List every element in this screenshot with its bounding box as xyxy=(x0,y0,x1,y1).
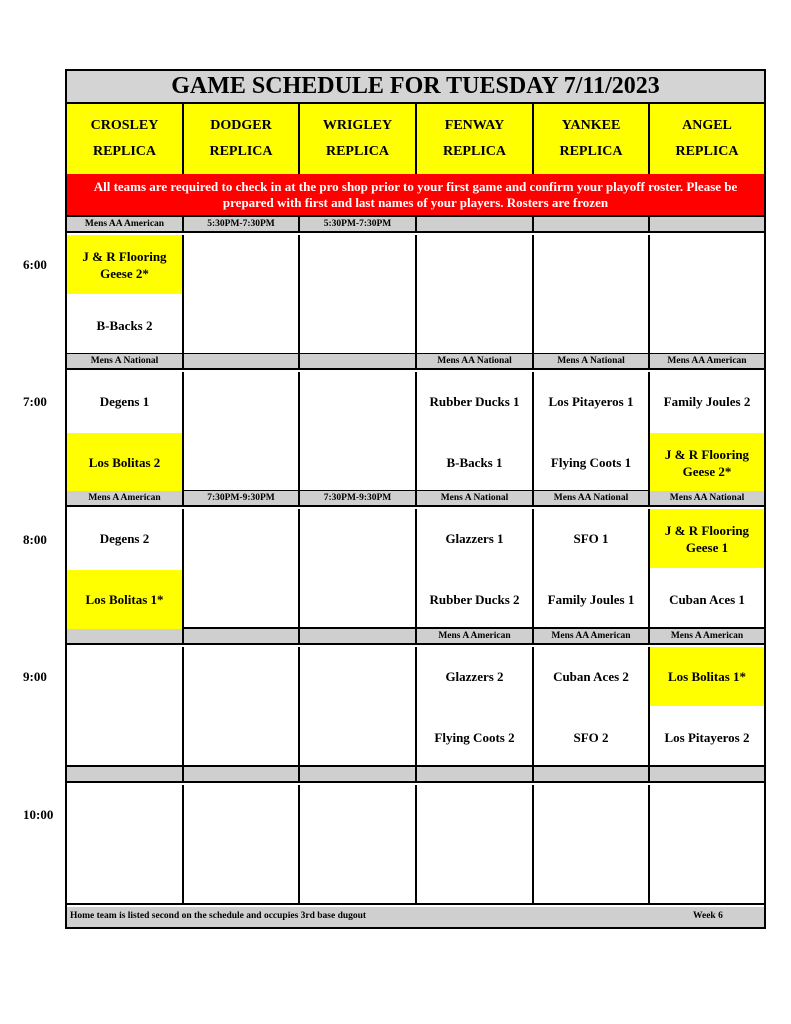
field-header-angel xyxy=(650,104,764,174)
division-label: Mens AA American xyxy=(650,354,764,370)
division-label xyxy=(67,767,184,783)
game-cell xyxy=(534,509,650,629)
home-team: Los Bolitas 2 xyxy=(67,433,182,492)
game-cell xyxy=(184,235,300,355)
game-cell xyxy=(534,235,650,355)
division-label: Mens AA American xyxy=(67,217,184,233)
game-cell xyxy=(67,235,184,355)
game-cell xyxy=(650,647,764,767)
field-subtitle: REPLICA xyxy=(442,144,506,159)
game-cell xyxy=(534,372,650,492)
away-team: Degens 2 xyxy=(99,531,150,546)
game-cell xyxy=(534,647,650,767)
schedule-title: GAME SCHEDULE FOR TUESDAY 7/11/2023 xyxy=(67,71,764,104)
home-team: B-Backs 2 xyxy=(96,318,153,333)
division-label: Mens A National xyxy=(534,354,650,370)
division-label: Mens A National xyxy=(417,491,534,507)
game-cell xyxy=(67,647,184,767)
away-team: Family Joules 2 xyxy=(663,394,751,409)
away-team: Glazzers 1 xyxy=(445,531,504,546)
game-cell xyxy=(184,647,300,767)
division-label xyxy=(184,629,300,645)
division-label xyxy=(184,767,300,783)
game-cell xyxy=(67,372,184,492)
home-team: SFO 2 xyxy=(573,730,609,745)
away-team: Cuban Aces 2 xyxy=(553,669,629,684)
game-cell xyxy=(417,372,534,492)
away-team: SFO 1 xyxy=(573,531,609,546)
home-team: Flying Coots 2 xyxy=(434,730,515,745)
away-team: Rubber Ducks 1 xyxy=(429,394,520,409)
division-label xyxy=(650,217,764,233)
home-team: J & R Flooring Geese 2* xyxy=(650,433,764,492)
game-cell xyxy=(184,785,300,905)
game-cell xyxy=(300,235,417,355)
home-team: Rubber Ducks 2 xyxy=(429,592,520,607)
time-label: 10:00 xyxy=(23,807,54,822)
home-team: Flying Coots 1 xyxy=(550,455,632,470)
division-label: 7:30PM-9:30PM xyxy=(184,491,300,507)
division-label: Mens A American xyxy=(417,629,534,645)
game-cell xyxy=(300,372,417,492)
field-header-wrigley xyxy=(300,104,417,174)
game-cell xyxy=(300,785,417,905)
division-label xyxy=(300,767,417,783)
field-subtitle: REPLICA xyxy=(325,144,389,159)
schedule-footer xyxy=(67,907,764,927)
field-header-fenway xyxy=(417,104,534,174)
field-subtitle: REPLICA xyxy=(209,144,273,159)
field-subtitle: REPLICA xyxy=(92,144,156,159)
game-cell xyxy=(67,509,184,629)
division-label xyxy=(534,767,650,783)
division-label xyxy=(67,629,184,645)
week-label: Week 6 xyxy=(693,911,723,921)
game-cell xyxy=(650,235,764,355)
time-label: 7:00 xyxy=(23,394,47,409)
division-label: Mens AA National xyxy=(650,491,764,507)
time-label: 9:00 xyxy=(23,669,47,684)
division-label xyxy=(300,629,417,645)
time-label: 6:00 xyxy=(23,257,47,272)
home-team: Los Bolitas 1* xyxy=(67,570,182,629)
division-label xyxy=(650,767,764,783)
field-name: YANKEE xyxy=(561,118,621,133)
division-label: Mens A National xyxy=(67,354,184,370)
field-name: DODGER xyxy=(210,118,272,133)
division-label: Mens AA National xyxy=(417,354,534,370)
division-label: Mens AA National xyxy=(534,491,650,507)
home-team: Los Pitayeros 2 xyxy=(664,730,750,745)
home-team: Cuban Aces 1 xyxy=(669,592,745,607)
division-label xyxy=(300,354,417,370)
division-label: Mens A American xyxy=(650,629,764,645)
game-cell xyxy=(184,372,300,492)
field-subtitle: REPLICA xyxy=(559,144,623,159)
game-cell xyxy=(184,509,300,629)
division-label: Mens A American xyxy=(67,491,184,507)
home-team: Family Joules 1 xyxy=(547,592,635,607)
field-name: FENWAY xyxy=(444,118,505,133)
game-cell xyxy=(534,785,650,905)
division-label xyxy=(417,767,534,783)
division-label: 7:30PM-9:30PM xyxy=(300,491,417,507)
division-label xyxy=(534,217,650,233)
checkin-notice: All teams are required to check in at the pro shop prior to your first game and confirm your playoff roster. Please be prepared with first and last names of your players. Rosters are frozen xyxy=(67,174,764,217)
field-name: WRIGLEY xyxy=(322,118,393,133)
field-subtitle: REPLICA xyxy=(675,144,739,159)
field-header-crosley xyxy=(67,104,184,174)
game-cell xyxy=(300,509,417,629)
division-label: Mens AA American xyxy=(534,629,650,645)
game-cell xyxy=(650,785,764,905)
field-header-dodger xyxy=(184,104,300,174)
field-name: ANGEL xyxy=(682,118,732,133)
division-label xyxy=(417,217,534,233)
game-cell xyxy=(417,785,534,905)
game-cell xyxy=(300,647,417,767)
away-team: J & R Flooring Geese 2* xyxy=(67,235,182,294)
field-header-yankee xyxy=(534,104,650,174)
home-team-note: Home team is listed second on the schedule and occupies 3rd base dugout xyxy=(70,911,367,921)
away-team: J & R Flooring Geese 1 xyxy=(650,509,764,568)
schedule-table xyxy=(65,69,766,929)
away-team: Los Pitayeros 1 xyxy=(548,394,634,409)
division-label xyxy=(184,354,300,370)
away-team: Los Bolitas 1* xyxy=(650,647,764,706)
game-cell xyxy=(650,509,764,629)
home-team: B-Backs 1 xyxy=(446,455,503,470)
away-team: Glazzers 2 xyxy=(445,669,504,684)
field-name: CROSLEY xyxy=(90,118,159,133)
time-label: 8:00 xyxy=(23,532,47,547)
division-label: 5:30PM-7:30PM xyxy=(184,217,300,233)
game-cell xyxy=(417,509,534,629)
game-cell xyxy=(67,785,184,905)
away-team: Degens 1 xyxy=(99,394,150,409)
game-cell xyxy=(417,647,534,767)
division-label: 5:30PM-7:30PM xyxy=(300,217,417,233)
game-cell xyxy=(417,235,534,355)
game-cell xyxy=(650,372,764,492)
